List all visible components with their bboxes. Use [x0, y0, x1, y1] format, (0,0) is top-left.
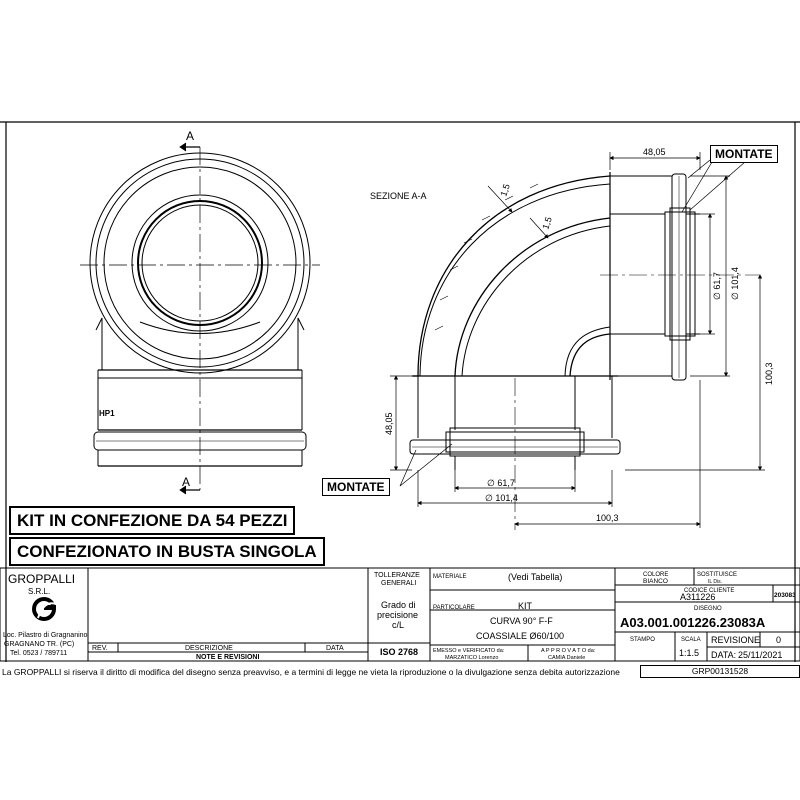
codice-value: A311226: [680, 592, 716, 602]
data-header: DATA: [326, 645, 344, 652]
grado-line1: Grado di: [381, 600, 416, 610]
revisione-label: REVISIONE: [711, 635, 761, 645]
sostituisce-value: IL Dis.: [708, 579, 722, 585]
stampo-label: STAMPO: [630, 637, 655, 643]
grado-line2: precisione: [377, 610, 419, 620]
company-suffix: S.R.L.: [28, 587, 51, 596]
colore-value: BIANCO: [643, 578, 668, 585]
colore-label: COLORE: [643, 572, 669, 578]
hp1-stamp: HP1: [99, 409, 115, 418]
emesso-name: MARZATICO Lorenzo: [445, 655, 499, 661]
approvato-name: CAMIA Daniele: [548, 655, 586, 661]
tolleranze-label-2: GENERALI: [381, 580, 417, 587]
materiale-value: (Vedi Tabella): [508, 572, 563, 582]
dimension-lines: [390, 152, 765, 528]
dim-48-05-top: 48,05: [643, 147, 666, 157]
rev-header: REV.: [92, 645, 108, 652]
particolare-value: KIT: [518, 601, 533, 611]
dim-1-5-inner: 1,5: [540, 215, 554, 231]
dim-100-3-horizontal: 100,3: [596, 513, 619, 523]
dim-101-4-bottom: ∅ 101,4: [485, 493, 518, 503]
address-line1: Loc. Pilastro di Gragnanino: [3, 632, 88, 639]
data-value: 25/11/2021: [738, 650, 783, 660]
kit-banner: KIT IN CONFEZIONE DA 54 PEZZI: [9, 506, 295, 535]
disegno-value: A03.001.001226.23083A: [620, 615, 766, 630]
address-line2: GRAGNANO TR. (PC): [4, 641, 75, 648]
serial-number: GRP00131528: [640, 665, 800, 678]
desc-header: DESCRIZIONE: [185, 645, 233, 652]
dim-61-7-bottom: ∅ 61,7: [487, 478, 515, 488]
section-mark-top: A: [186, 129, 195, 143]
particolare-label: PARTICOLARE: [433, 605, 475, 611]
scala-label: SCALA: [681, 637, 701, 643]
disegno-label: DISEGNO: [694, 606, 722, 612]
dim-100-3-vertical: 100,3: [764, 362, 774, 385]
approvato-label: A P P R O V A T O da:: [541, 648, 596, 654]
sostituisce-label: SOSTITUISCE: [697, 572, 738, 578]
montate-callout-bottom: MONTATE: [322, 478, 390, 496]
notes-header: NOTE E REVISIONI: [196, 654, 260, 661]
dim-61-7-right: ∅ 61,7: [712, 272, 722, 300]
groppalli-logo: [32, 597, 56, 621]
side-code: 203083: [774, 592, 796, 599]
codice-label: CODICE CLIENTE: [684, 588, 735, 594]
description-line2: COASSIALE Ø60/100: [476, 631, 565, 641]
section-mark-bottom: A: [182, 475, 191, 489]
scala-value: 1:1.5: [679, 648, 700, 658]
grado-line3: c/L: [392, 620, 405, 630]
copyright-notice: La GROPPALLI si riserva il diritto di modifica del disegno senza preavviso, e a termini di legge ne vieta la riproduzione o la divulgazione senza debita autorizzazione: [2, 667, 620, 677]
tolleranze-label: TOLLERANZE: [374, 572, 420, 579]
section-view: [410, 172, 760, 530]
data-label: DATA:: [711, 650, 737, 660]
front-view: [80, 143, 320, 494]
dim-48-05-left: 48,05: [384, 412, 394, 435]
telephone: Tel. 0523 / 789711: [10, 650, 68, 657]
dim-1-5-outer: 1,5: [498, 182, 512, 198]
description-line1: CURVA 90° F-F: [490, 616, 553, 626]
iso-standard: ISO 2768: [380, 647, 419, 657]
emesso-label: EMESSO e VERIFICATO da:: [433, 648, 505, 654]
confezionato-banner: CONFEZIONATO IN BUSTA SINGOLA: [9, 537, 325, 566]
company-name: GROPPALLI: [8, 572, 76, 586]
montate-callout-top: MONTATE: [710, 145, 778, 163]
revisione-value: 0: [776, 635, 782, 645]
materiale-label: MATERIALE: [433, 574, 467, 580]
dim-101-4-right: ∅ 101,4: [730, 267, 740, 300]
section-label: SEZIONE A-A: [370, 191, 427, 201]
